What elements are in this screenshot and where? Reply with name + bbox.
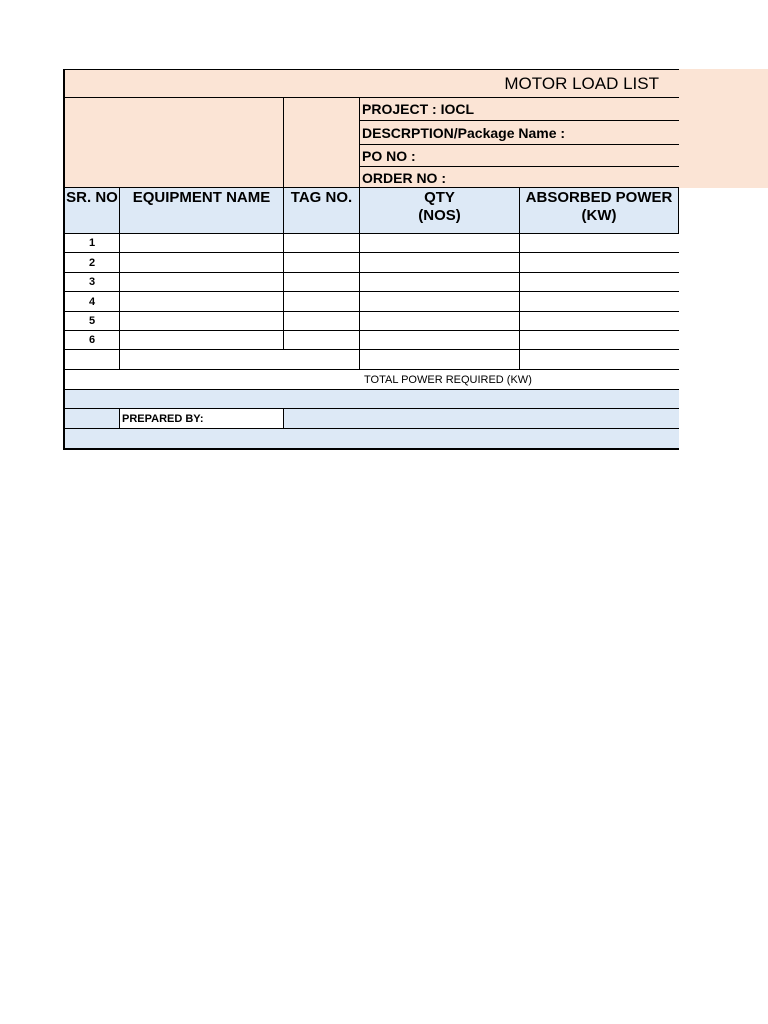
total-power-row bbox=[63, 370, 679, 390]
sr-no-cell: 2 bbox=[63, 253, 120, 273]
tag-no-cell[interactable] bbox=[284, 253, 360, 273]
absorbed-power-cell[interactable] bbox=[520, 350, 679, 370]
project-label: PROJECT : IOCL bbox=[360, 97, 679, 120]
absorbed-power-cell[interactable] bbox=[520, 273, 679, 292]
total-power-label: TOTAL POWER REQUIRED (KW) bbox=[364, 373, 532, 386]
tag-no-cell[interactable] bbox=[284, 273, 360, 292]
sr-no-cell: 1 bbox=[63, 234, 120, 253]
sr-no-cell: 4 bbox=[63, 292, 120, 312]
tag-no-cell[interactable] bbox=[284, 312, 360, 331]
header-blank-block bbox=[63, 97, 284, 188]
tag-no-cell[interactable] bbox=[284, 292, 360, 312]
equipment-name-cell[interactable] bbox=[120, 292, 284, 312]
header-blank-block-2 bbox=[284, 97, 360, 188]
tag-no-cell[interactable] bbox=[284, 234, 360, 253]
order-no-label: ORDER NO : bbox=[360, 166, 679, 188]
equipment-name-cell[interactable] bbox=[120, 312, 284, 331]
sr-no-cell bbox=[63, 350, 120, 370]
header-sr-no: SR. NO bbox=[63, 187, 120, 234]
po-no-label: PO NO : bbox=[360, 144, 679, 166]
absorbed-power-cell[interactable] bbox=[520, 312, 679, 331]
qty-cell[interactable] bbox=[360, 253, 520, 273]
absorbed-power-cell[interactable] bbox=[520, 253, 679, 273]
header-qty: QTY (NOS) bbox=[360, 187, 520, 234]
sr-no-cell: 3 bbox=[63, 273, 120, 292]
document-title: MOTOR LOAD LIST bbox=[63, 69, 679, 97]
header-absorbed-power: ABSORBED POWER (KW) bbox=[520, 187, 679, 234]
prepared-by-spacer bbox=[63, 409, 120, 429]
equipment-name-cell[interactable] bbox=[120, 234, 284, 253]
equipment-name-cell[interactable] bbox=[120, 331, 284, 350]
qty-cell[interactable] bbox=[360, 331, 520, 350]
qty-cell[interactable] bbox=[360, 234, 520, 253]
equipment-name-cell[interactable] bbox=[120, 273, 284, 292]
absorbed-power-cell[interactable] bbox=[520, 292, 679, 312]
header-equipment-name: EQUIPMENT NAME bbox=[120, 187, 284, 234]
equipment-name-cell[interactable] bbox=[120, 253, 284, 273]
qty-cell[interactable] bbox=[360, 350, 520, 370]
qty-cell[interactable] bbox=[360, 273, 520, 292]
absorbed-power-cell[interactable] bbox=[520, 234, 679, 253]
tag-no-cell[interactable] bbox=[284, 331, 360, 350]
blank-blue-row-2 bbox=[63, 429, 679, 450]
header-tag-no: TAG NO. bbox=[284, 187, 360, 234]
absorbed-power-cell[interactable] bbox=[520, 331, 679, 350]
qty-cell[interactable] bbox=[360, 312, 520, 331]
prepared-by-label: PREPARED BY: bbox=[120, 409, 284, 429]
sr-no-cell: 6 bbox=[63, 331, 120, 350]
equipment-name-cell[interactable] bbox=[120, 350, 360, 370]
sr-no-cell: 5 bbox=[63, 312, 120, 331]
prepared-by-value[interactable] bbox=[284, 409, 679, 429]
blank-blue-row-1 bbox=[63, 389, 679, 409]
description-label: DESCRPTION/Package Name : bbox=[360, 120, 679, 144]
qty-cell[interactable] bbox=[360, 292, 520, 312]
